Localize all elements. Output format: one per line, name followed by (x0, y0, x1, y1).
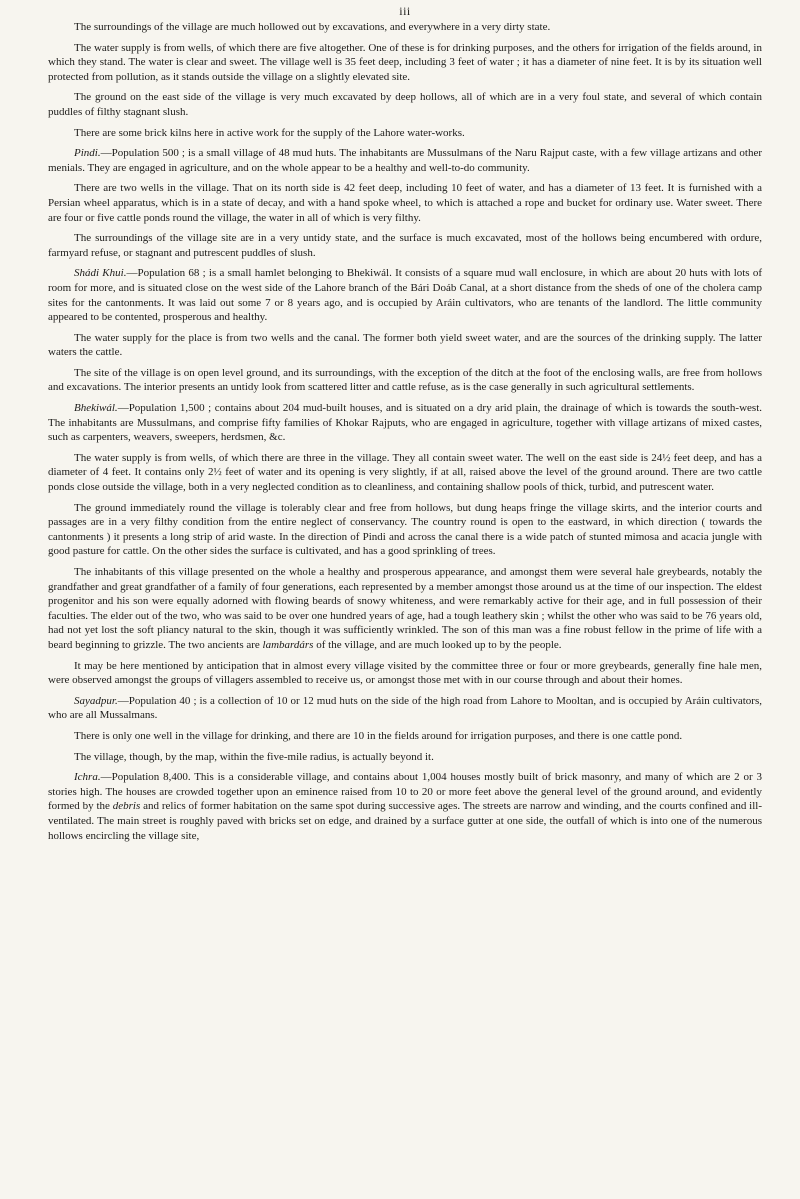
paragraph-text: The surroundings of the village are much hollowed out by excavations, and everywhere in a very dirty state. (74, 21, 551, 33)
paragraph-bhekiwal-intro (48, 401, 762, 445)
paragraph-surroundings (48, 20, 762, 35)
paragraph-text: There are some brick kilns here in active work for the supply of the Lahore water-works. (74, 126, 465, 139)
paragraph-bhekiwal-inhabitants (48, 565, 762, 653)
paragraph-text: The inhabitants of this village presented on the whole a healthy and prosperous appearance, and amongst them were several hale greybeards, notably the grandfather and great grandfather of a family of four generations, each represented by a member amongst those around us at the time of our inspection. The eldest progenitor and his son were equally adorned with flowing beards of snowy whiteness, and were remarkably active for their age, and in full possession of their faculties. The elder out of the two, who was said to be over one hundred years of age, had a tough leathery skin ; whilst the other who was said to be 76 years old, had not yet lost the soft pliancy natural to the skin, though it was sufficiently wrinkled. The son of this man was a fine robust fellow in the prime of life with a beard beginning to grizzle. The two ancients are (48, 566, 762, 651)
paragraph-text: The village, though, by the map, within the five-mile radius, is actually beyond it. (74, 750, 434, 763)
paragraph-pindi-surroundings (48, 231, 762, 260)
italic-term: lambardárs (262, 638, 314, 651)
paragraph-pindi-intro (48, 146, 762, 175)
paragraph-greybeards (48, 659, 762, 688)
paragraph-shadi-khui-site (48, 366, 762, 395)
paragraph-text: —Population 68 ; is a small hamlet belonging to Bhekiwál. It consists of a square mud wall enclosure, in which are about 20 huts with lots of room for more, and is situated close on the west side of the Lahore branch of the Bári Doáb Canal, at a short distance from the sheds of one of the cholera camp sites for the cantonments. It was laid out some 7 or 8 years ago, and is occupied by Aráin cultivators, who are tenants of the landlord. The little community appeared to be contented, prosperous and healthy. (48, 267, 763, 324)
place-name-shadi-khui: Shádi Khui. (74, 267, 127, 280)
paragraph-text: —Population 1,500 ; contains about 204 mud-built houses, and is situated on a dry arid plain, the drainage of which is towards the south-west. The inhabitants are Mussulmans, and comprise fifty families of Khokar Rajputs, who are engaged in agriculture, together with village artizans of mixed castes, such as carpenters, weavers, sweepers, herdsmen, &c. (48, 402, 762, 444)
place-name-pindi: Pindi. (74, 147, 101, 160)
paragraph-sayadpur-radius (48, 750, 762, 765)
paragraph-brick-kilns (48, 126, 762, 141)
paragraph-water-supply (48, 41, 762, 85)
paragraph-text: It may be here mentioned by anticipation that in almost every village visited by the committee three or four or more greybeards, generally fine hale men, were observed amongst the groups of villagers assembled to receive us, or amongst those met with in our course through and about their homes. (48, 659, 762, 687)
paragraph-shadi-khui-intro (48, 266, 762, 324)
paragraph-text: There are two wells in the village. That on its north side is 42 feet deep, including 10 feet of water, and has a diameter of 13 feet. It is furnished with a Persian wheel apparatus, which is in a state of decay, and with a hand spoke wheel, to which is attached a rope and bucket for ordinary use. Water sweet. There are four or five cattle ponds round the village, the water in all of which is very filthy. (48, 182, 762, 224)
place-name-bhekiwal: Bhekiwál. (74, 402, 118, 415)
paragraph-bhekiwal-ground (48, 501, 762, 559)
paragraph-text: —Population 40 ; is a collection of 10 or 12 mud huts on the side of the high road from Lahore to Mooltan, and is occupied by Aráin cultivators, who are all Mussalmans. (48, 694, 762, 722)
paragraph-text: —Population 500 ; is a small village of 48 mud huts. The inhabitants are Mussulmans of the Naru Rajput caste, with a few village artizans and other menials. They are engaged in agriculture, and on the whole appear to be a healthy and well-to-do community. (48, 147, 762, 174)
place-name-sayadpur: Sayadpur. (74, 694, 118, 707)
paragraph-shadi-khui-water (48, 331, 762, 360)
paragraph-text: The site of the village is on open level ground, and its surroundings, with the exception of the ditch at the foot of the enclosing walls, are free from hollows and excavations. The interior presents an untidy look from scattered litter and cattle refuse, as is the case generally in such agricultural settlements. (48, 366, 762, 394)
paragraph-text: The ground on the east side of the village is very much excavated by deep hollows, all of which are in a very foul state, and several of which contain puddles of filthy stagnant slush. (48, 91, 762, 118)
italic-term: debris (112, 800, 141, 813)
paragraph-bhekiwal-water (48, 451, 762, 495)
place-name-ichra: Ichra. (74, 771, 101, 784)
paragraph-text: The water supply is from wells, of which there are three in the village. They all contain sweet water. The well on the east side is 24½ feet deep, and has a diameter of 4 feet. It contains only 2½ feet of water and its opening is very slightly, if at all, raised above the level of the ground around. There are two cattle ponds close outside the village, both in a very neglected condition as to cleanliness, and containing shallow pools of thick, turbid, and putrescent water. (48, 451, 762, 494)
paragraph-text: The ground immediately round the village is tolerably clear and free from hollows, but dung heaps fringe the village skirts, and the interior courts and passages are in a very filthy condition from the entire neglect of conservancy. The country round is open to the eastward, in which direction ( towards the cantonments ) it presents a long strip of arid waste. In the direction of Pindi and across the canal there is a wide patch of stunted mimosa and acacia jungle with good pasture for cattle. On the other sides the surface is cultivated, and has a good sprinkling of trees. (48, 501, 762, 558)
paragraph-sayadpur-wells (48, 729, 762, 744)
paragraph-text: The water supply for the place is from two wells and the canal. The former both yield sweet water, and are the sources of the drinking supply. The latter waters the cattle. (48, 331, 762, 359)
paragraph-text: and relics of former habitation on the same spot during successive ages. The streets are narrow and winding, and the courts confined and ill-ventilated. The main street is roughly paved with bricks set on edge, and drained by a surface gutter at one side, the outfall of which is into one of the numerous hollows encircling the village site, (48, 800, 763, 842)
page-number: iii (399, 4, 411, 18)
paragraph-text: The surroundings of the village site are in a very untidy state, and the surface is much excavated, most of the hollows being encumbered with ordure, farmyard refuse, or stagnant and putrescent puddles of slush. (48, 232, 762, 259)
paragraph-pindi-wells (48, 181, 762, 225)
paragraph-text: There is only one well in the village for drinking, and there are 10 in the fields around for irrigation purposes, and there is one cattle pond. (74, 729, 683, 742)
paragraph-sayadpur-intro (48, 694, 762, 723)
paragraph-text: The water supply is from wells, of which there are five altogether. One of these is for drinking purposes, and the others for irrigation of the fields around, in which they stand. The water is clear and sweet. The village well is 35 feet deep, including 3 feet of water ; it has a diameter of nine feet. It is by its situation well protected from pollution, as it stands outside the village on a slightly elevated site. (48, 41, 762, 83)
paragraph-ichra-intro (48, 770, 762, 843)
paragraph-text: of the village, and are much looked up to by the people. (313, 638, 562, 651)
paragraph-text: —Population 8,400. This is a considerable village, and contains about 1,004 houses mostly built of brick masonry, and many of which are 2 or 3 stories high. The houses are crowded together upon an eminence raised from 10 to 20 or more feet above the general level of the ground around, and evidently formed by the (48, 771, 762, 813)
paragraph-east-ground (48, 90, 762, 119)
